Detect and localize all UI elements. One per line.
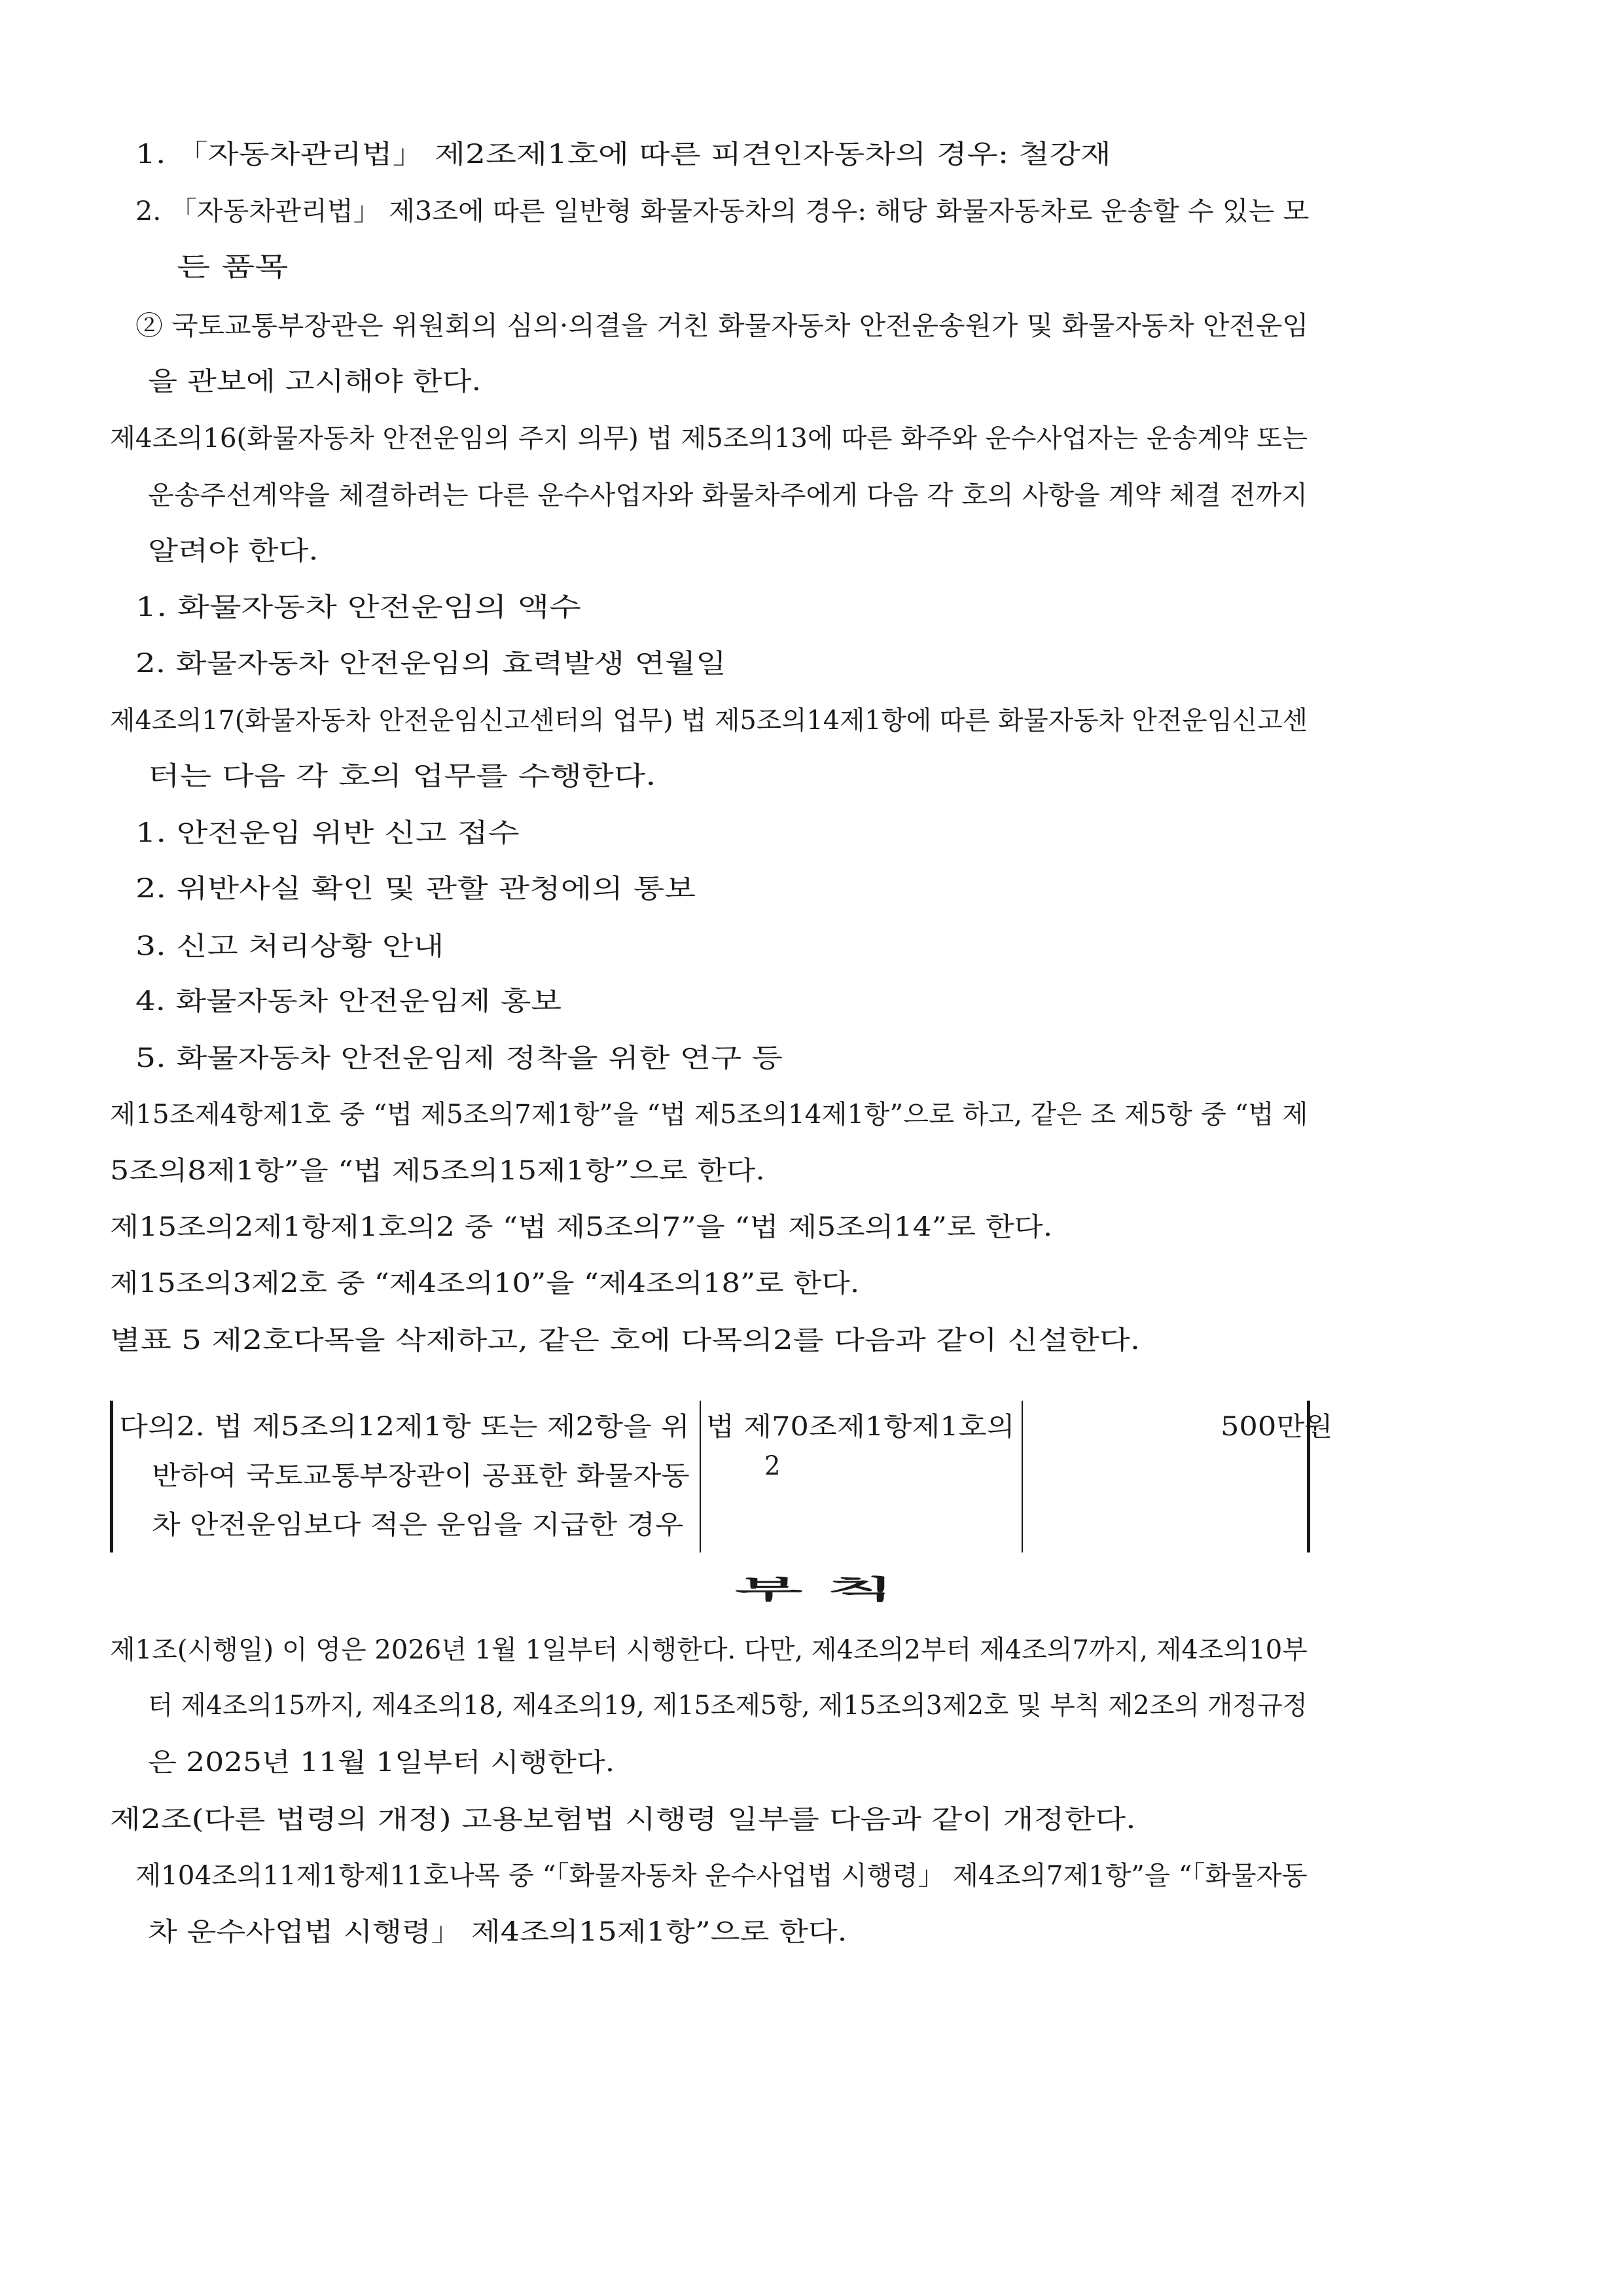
list-item: 3. 신고 처리상황 안내 [135,931,444,961]
table-border-left [110,1401,113,1552]
list-item: 2. 「자동차관리법」 제3조에 따른 일반형 화물자동차의 경우: 해당 화물자동차로 운송할 수 있는 모 [135,196,1310,226]
table-cell-line: 반하여 국토교통부장관이 공표한 화물자동 [152,1461,690,1491]
paragraph-line: 터는 다음 각 호의 업무를 수행한다. [148,761,656,791]
table-cell-line: 다의2. 법 제5조의12제1항 또는 제2항을 위 [119,1412,690,1442]
penalty-table-row [110,1401,1333,1552]
paragraph-line: 알려야 한다. [148,536,319,566]
list-item: 2. 화물자동차 안전운임의 효력발생 연월일 [135,649,726,679]
table-cell-line: 법 제70조제1항제1호의 [706,1412,1015,1442]
paragraph-line: 제104조의11제1항제11호나목 중 “「화물자동차 운수사업법 시행령」 제4조의7제1항”을 “「화물자동 [135,1861,1308,1891]
paragraph-line: 5조의8제1항”을 “법 제5조의15제1항”으로 한다. [110,1156,765,1186]
paragraph-line: 제15조제4항제1호 중 “법 제5조의7제1항”을 “법 제5조의14제1항”으로 하고, 같은 조 제5항 중 “법 제 [110,1100,1308,1130]
article-heading-line: 제4조의17(화물자동차 안전운임신고센터의 업무) 법 제5조의14제1항에 따른 화물자동차 안전운임신고센 [110,706,1308,736]
list-item: 1. 안전운임 위반 신고 접수 [135,818,520,848]
list-item: 1. 화물자동차 안전운임의 액수 [135,592,581,622]
paragraph-line: 별표 5 제2호다목을 삭제하고, 같은 호에 다목의2를 다음과 같이 신설한다. [110,1325,1141,1355]
list-item: 1. 「자동차관리법」 제2조제1호에 따른 피견인자동차의 경우: 철강재 [135,139,1111,170]
addenda-title: 부 칙 [735,1574,895,1605]
article-heading-line: 제4조의16(화물자동차 안전운임의 주지 의무) 법 제5조의13에 따른 화주와 운수사업자는 운송계약 또는 [110,423,1308,454]
table-cell-line: 500만원 [1221,1412,1333,1442]
paragraph-line: 제15조의2제1항제1호의2 중 “법 제5조의7”을 “법 제5조의14”로 한다. [110,1212,1053,1242]
paragraph-line: 제15조의3제2호 중 “제4조의10”을 “제4조의18”로 한다. [110,1268,860,1299]
table-divider [1022,1401,1023,1552]
paragraph-line: ② 국토교통부장관은 위원회의 심의·의결을 거친 화물자동차 안전운송원가 및 화물자동차 안전운임 [135,311,1309,341]
paragraph-line: 은 2025년 11월 1일부터 시행한다. [148,1748,615,1778]
list-item-continuation: 든 품목 [177,252,289,282]
article-heading-line: 제2조(다른 법령의 개정) 고용보험법 시행령 일부를 다음과 같이 개정한다. [110,1804,1136,1835]
list-item: 4. 화물자동차 안전운임제 홍보 [135,986,562,1016]
table-cell-line: 2 [764,1451,781,1481]
list-item: 2. 위반사실 확인 및 관할 관청에의 통보 [135,874,696,904]
paragraph-line: 차 운수사업법 시행령」 제4조의15제1항”으로 한다. [148,1917,847,1947]
paragraph-line: 운송주선계약을 체결하려는 다른 운수사업자와 화물차주에게 다음 각 호의 사항을 계약 체결 전까지 [148,480,1308,511]
table-divider [700,1401,701,1552]
article-heading-line: 제1조(시행일) 이 영은 2026년 1월 1일부터 시행한다. 다만, 제4조의2부터 제4조의7까지, 제4조의10부 [110,1635,1308,1665]
paragraph-line: 을 관보에 고시해야 한다. [148,367,482,397]
paragraph-line: 터 제4조의15까지, 제4조의18, 제4조의19, 제15조제5항, 제15조의3제2호 및 부칙 제2조의 개정규정 [148,1691,1308,1721]
list-item: 5. 화물자동차 안전운임제 정착을 위한 연구 등 [135,1043,783,1073]
table-cell-line: 차 안전운임보다 적은 운임을 지급한 경우 [152,1510,684,1540]
